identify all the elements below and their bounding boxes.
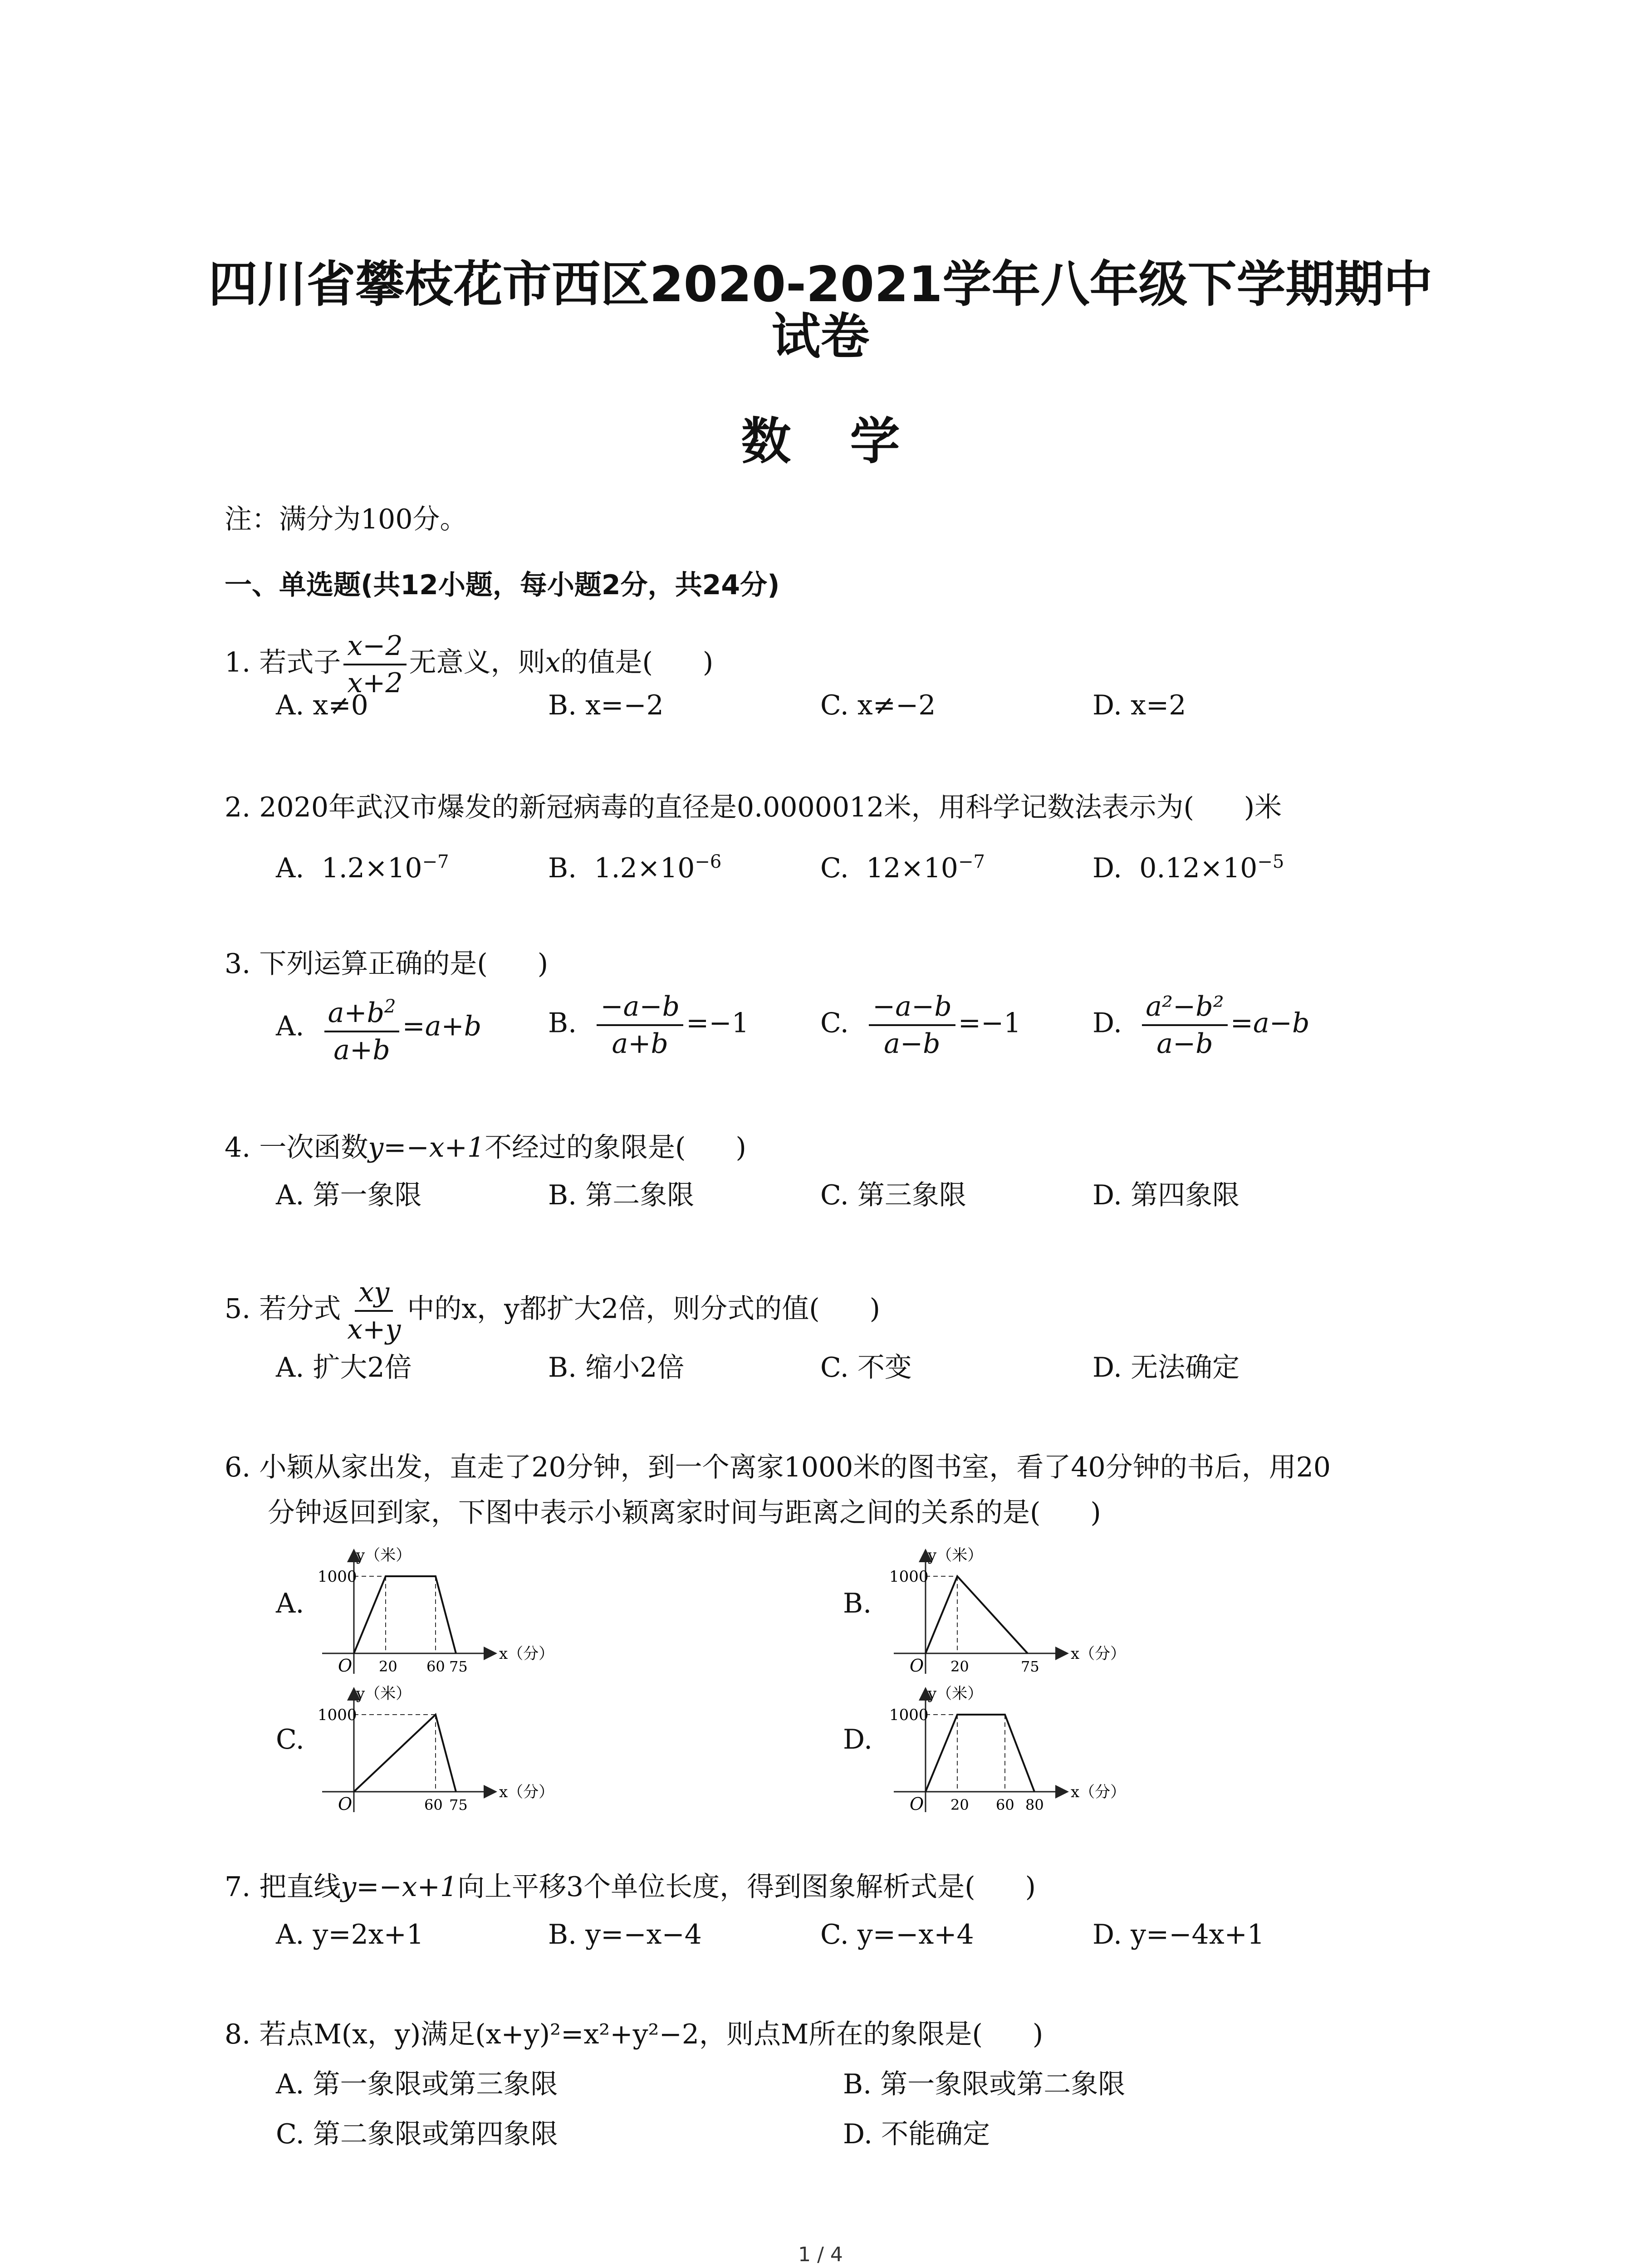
q6c-axis-y-label: y（米） — [356, 1685, 411, 1703]
q2-a-exp: −7 — [422, 851, 449, 872]
q3-c-den: a−b — [884, 1028, 941, 1060]
q6d-tick-80: 80 — [1025, 1796, 1044, 1813]
q3-stem: 3. 下列运算正确的是( — [225, 948, 488, 980]
q1-option-d[interactable]: D. x=2 — [1092, 689, 1186, 721]
q4-prefix: 4. 一次函数 — [225, 1132, 368, 1163]
q6-graph-a — [313, 1540, 603, 1681]
q1-prefix: 若式子 — [259, 646, 341, 679]
q4-option-a[interactable]: A. 第一象限 — [276, 1179, 422, 1211]
q6b-axis-y-label: y（米） — [928, 1546, 983, 1564]
page-number: 1 / 4 — [798, 2243, 843, 2266]
q6-label-a[interactable]: A. — [276, 1588, 304, 1619]
q8-stem: 8. 若点M(x，y)满足(x+y)²=x²+y²−2，则点M所在的象限是( — [225, 2019, 983, 2050]
title-line-1: 四川省攀枝花市西区2020-2021学年八年级下学期期中 — [208, 256, 1433, 313]
q1-close: ) — [702, 646, 714, 679]
q6c-tick-75: 75 — [449, 1796, 468, 1813]
q6-graph-b — [885, 1540, 1175, 1681]
question-3 — [225, 946, 548, 982]
q7-post: 向上平移3个单位长度，得到图象解析式是( — [457, 1871, 975, 1903]
title-line-2: 试卷 — [771, 308, 870, 365]
q3-d-den: a−b — [1156, 1028, 1213, 1060]
q1-option-c[interactable]: C. x≠−2 — [820, 689, 936, 721]
q5-frac-den: x+y — [347, 1314, 401, 1345]
q5-frac-num: xy — [355, 1275, 393, 1312]
q3-option-d[interactable] — [1092, 989, 1310, 1061]
q6-close: ) — [1090, 1497, 1101, 1529]
q6d-axis-x-label: x（分） — [1071, 1783, 1126, 1801]
question-8 — [225, 2016, 1043, 2053]
q1-number: 1. — [225, 646, 251, 679]
q8-option-a[interactable]: A. 第一象限或第三象限 — [276, 2068, 558, 2100]
q2-option-a[interactable] — [276, 844, 449, 886]
question-5 — [225, 1275, 880, 1347]
q1-option-a[interactable]: A. x≠0 — [276, 689, 368, 721]
q7-option-a[interactable]: A. y=2x+1 — [276, 1919, 424, 1950]
q3-a-fraction — [324, 989, 400, 1068]
q3-c-num: −a−b — [869, 989, 955, 1026]
q4-expr: y=−x+1 — [368, 1132, 485, 1163]
question-7 — [225, 1869, 1036, 1905]
q5-option-d[interactable]: D. 无法确定 — [1092, 1352, 1240, 1383]
q1-var: x — [545, 646, 561, 679]
q6c-axis-x-label: x（分） — [499, 1783, 554, 1801]
subject-heading: 数学 — [741, 412, 959, 470]
q2-close: )米 — [1244, 792, 1282, 823]
q6c-tick-60: 60 — [424, 1796, 443, 1813]
q7-option-c[interactable]: C. y=−x+4 — [820, 1919, 974, 1950]
q6a-origin: O — [338, 1656, 353, 1676]
q6a-tick-20: 20 — [379, 1658, 397, 1675]
q2-option-b[interactable] — [548, 844, 721, 886]
q6a-tick-75: 75 — [449, 1658, 468, 1675]
q6d-origin: O — [910, 1794, 924, 1814]
q6d-line — [926, 1715, 1034, 1792]
q6a-line — [354, 1576, 456, 1653]
question-6-line-2 — [268, 1495, 1101, 1531]
q7-close: ) — [1025, 1871, 1036, 1903]
q2-b-base: 1.2×10 — [594, 852, 695, 884]
q5-fraction — [343, 1275, 404, 1347]
question-6-line-1: 6. 小颖从家出发，直走了20分钟，到一个离家1000米的图书室，看了40分钟的书后，用20 — [225, 1452, 1331, 1483]
q2-b-label: B. — [548, 852, 577, 884]
q6-line2-text: 分钟返回到家，下图中表示小颖离家时间与距离之间的关系的是( — [268, 1497, 1041, 1529]
q6a-tick-60: 60 — [426, 1658, 445, 1675]
q5-prefix: 5. 若分式 — [225, 1293, 341, 1325]
q2-c-base: 12×10 — [866, 852, 958, 884]
q3-d-num: a²−b² — [1142, 989, 1228, 1026]
q6-graph-c — [313, 1678, 603, 1819]
q1-text-a: 无意义，则 — [409, 646, 545, 679]
q3-b-label: B. — [548, 1007, 577, 1039]
q3-b-rhs: =−1 — [686, 1007, 749, 1039]
q3-a-num-sup: 2 — [384, 996, 396, 1017]
q6d-axis-y-label: y（米） — [928, 1685, 983, 1703]
q8-option-b[interactable]: B. 第一象限或第二象限 — [843, 2068, 1126, 2100]
q2-d-exp: −5 — [1257, 851, 1284, 872]
q3-b-fraction — [597, 989, 683, 1061]
q6-graph-d — [885, 1678, 1175, 1819]
q5-close: ) — [869, 1293, 881, 1325]
q3-option-c[interactable] — [820, 989, 1021, 1061]
q6b-line — [926, 1576, 1028, 1653]
q6b-tick-20: 20 — [950, 1658, 969, 1675]
q7-option-b[interactable]: B. y=−x−4 — [548, 1919, 702, 1950]
q8-option-c[interactable]: C. 第二象限或第四象限 — [276, 2118, 558, 2150]
q6a-y-tick: 1000 — [318, 1568, 357, 1586]
q3-a-num: a+b — [328, 997, 385, 1029]
q3-option-b[interactable] — [548, 989, 749, 1061]
q2-d-base: 0.12×10 — [1139, 852, 1258, 884]
q2-a-label: A. — [276, 852, 304, 884]
q3-b-num: −a−b — [597, 989, 683, 1026]
q8-option-d[interactable]: D. 不能确定 — [843, 2118, 990, 2150]
q3-c-label: C. — [820, 1007, 849, 1039]
q3-c-rhs: =−1 — [958, 1007, 1021, 1039]
q3-d-fraction — [1142, 989, 1228, 1061]
q6d-tick-20: 20 — [950, 1796, 969, 1813]
q5-option-b[interactable]: B. 缩小2倍 — [548, 1352, 685, 1383]
q6-label-b[interactable]: B. — [843, 1588, 872, 1619]
q7-option-d[interactable]: D. y=−4x+1 — [1092, 1919, 1265, 1950]
q7-prefix: 7. 把直线 — [225, 1871, 341, 1903]
q3-a-rhs: =a+b — [402, 1010, 482, 1042]
q6-label-c[interactable]: C. — [276, 1724, 304, 1755]
q3-d-label: D. — [1092, 1007, 1122, 1039]
question-2 — [225, 789, 1282, 826]
q6b-origin: O — [910, 1656, 924, 1676]
q4-option-b[interactable]: B. 第二象限 — [548, 1179, 695, 1211]
score-note: 注：满分为100分。 — [225, 503, 467, 535]
q6a-axis-x-label: x（分） — [499, 1645, 554, 1663]
q6c-y-tick: 1000 — [318, 1706, 357, 1724]
q6d-y-tick: 1000 — [889, 1706, 929, 1724]
q2-d-label: D. — [1092, 852, 1122, 884]
q1-frac-den: x+2 — [347, 667, 403, 699]
q3-option-a[interactable] — [276, 989, 481, 1068]
q3-d-rhs: =a−b — [1230, 1007, 1310, 1039]
q6-label-d[interactable]: D. — [843, 1724, 873, 1755]
section-heading: 一、单选题(共12小题，每小题2分，共24分) — [225, 569, 780, 601]
q4-close: ) — [735, 1132, 746, 1163]
q7-expr: y=−x+1 — [341, 1871, 458, 1903]
q3-c-fraction — [869, 989, 955, 1061]
q4-option-d[interactable]: D. 第四象限 — [1092, 1179, 1240, 1211]
q2-stem: 2. 2020年武汉市爆发的新冠病毒的直径是0.0000012米，用科学记数法表示为( — [225, 792, 1194, 823]
q1-option-b[interactable]: B. x=−2 — [548, 689, 664, 721]
q2-option-c[interactable] — [820, 844, 985, 886]
q6b-y-tick: 1000 — [889, 1568, 929, 1586]
q2-c-label: C. — [820, 852, 849, 884]
q4-post: 不经过的象限是( — [485, 1132, 686, 1163]
q5-option-a[interactable]: A. 扩大2倍 — [276, 1352, 412, 1383]
q1-frac-num: x−2 — [343, 628, 406, 665]
q3-b-den: a+b — [612, 1028, 668, 1060]
q5-option-c[interactable]: C. 不变 — [820, 1352, 912, 1383]
q4-option-c[interactable]: C. 第三象限 — [820, 1179, 966, 1211]
q6c-origin: O — [338, 1794, 353, 1814]
q3-close: ) — [537, 948, 549, 980]
q2-a-base: 1.2×10 — [321, 852, 422, 884]
q2-b-exp: −6 — [695, 851, 722, 872]
q6a-axis-y-label: y（米） — [356, 1546, 411, 1564]
q8-close: ) — [1032, 2019, 1043, 2050]
q1-text-b: 的值是( — [560, 646, 653, 679]
q6c-line — [354, 1715, 456, 1792]
q3-a-label: A. — [276, 1010, 304, 1042]
q6d-tick-60: 60 — [996, 1796, 1014, 1813]
q3-a-den: a+b — [333, 1034, 390, 1066]
q6b-axis-x-label: x（分） — [1071, 1645, 1126, 1663]
q2-c-exp: −7 — [958, 851, 985, 872]
q2-option-d[interactable] — [1092, 844, 1284, 886]
question-4 — [225, 1129, 746, 1166]
q5-post: 中的x，y都扩大2倍，则分式的值( — [407, 1293, 820, 1325]
q6b-tick-75: 75 — [1021, 1658, 1039, 1675]
